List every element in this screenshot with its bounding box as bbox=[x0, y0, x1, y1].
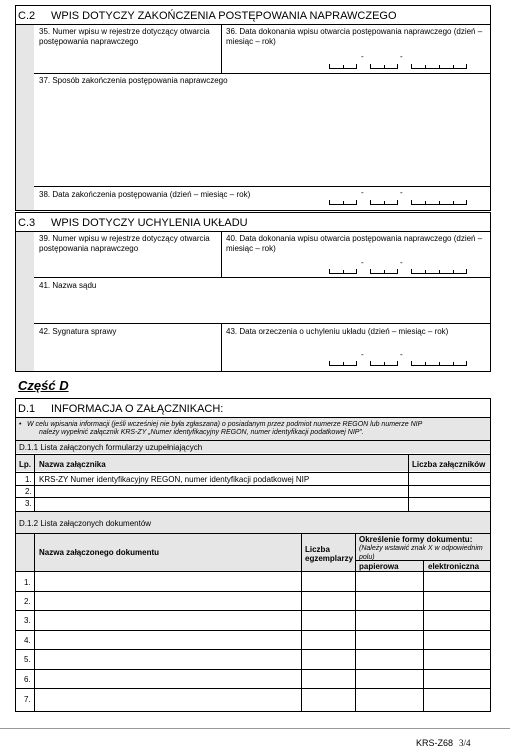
field-36-date[interactable]: - - bbox=[329, 52, 479, 72]
d12-electronic-checkbox[interactable] bbox=[424, 689, 490, 710]
d12-count-input[interactable] bbox=[302, 689, 354, 710]
d12-electronic-checkbox[interactable] bbox=[424, 670, 490, 688]
d11-name-input[interactable] bbox=[35, 486, 407, 497]
table-row: 1. KRS-ZY Numer identyfikacyjny REGON, numer identyfikacji podatkowej NIP bbox=[15, 473, 491, 486]
d12-count-input[interactable] bbox=[302, 650, 354, 669]
d12-count-input[interactable] bbox=[302, 631, 354, 649]
section-c2 bbox=[15, 5, 491, 211]
field-41-label: 41. Nazwa sądu bbox=[39, 281, 97, 290]
d12-count-input[interactable] bbox=[302, 572, 354, 591]
d12-col-count-1: Liczba bbox=[305, 545, 330, 554]
d12-name-input[interactable] bbox=[35, 611, 300, 630]
d11-title: D.1.1 Lista załączonych formularzy uzupełniających bbox=[19, 443, 203, 452]
d11-rows bbox=[15, 473, 491, 511]
d11-col-lp: Lp. bbox=[19, 460, 31, 469]
field-35-input[interactable] bbox=[35, 45, 219, 73]
field-42-input[interactable] bbox=[35, 340, 219, 370]
field-38-date[interactable]: - - bbox=[329, 188, 479, 208]
d12-electronic-checkbox[interactable] bbox=[424, 572, 490, 591]
d11-name-input[interactable] bbox=[35, 498, 407, 510]
field-42-label: 42. Sygnatura sprawy bbox=[39, 327, 117, 336]
d12-count-input[interactable] bbox=[302, 670, 354, 688]
table-row: 2. bbox=[15, 486, 491, 498]
d12-paper-checkbox[interactable] bbox=[356, 572, 422, 591]
d12-paper-checkbox[interactable] bbox=[356, 631, 422, 649]
footer-page: 3/4 bbox=[459, 738, 471, 748]
d12-count-input[interactable] bbox=[302, 611, 354, 630]
field-38-label: 38. Data zakończenia postępowania (dzień – miesiąc – rok) bbox=[39, 190, 251, 199]
info-bullet: • bbox=[19, 421, 22, 428]
d12-electronic-checkbox[interactable] bbox=[424, 650, 490, 669]
section-title: WPIS DOTYCZY ZAKOŃCZENIA POSTĘPOWANIA NAPRAWCZEGO bbox=[51, 10, 397, 22]
d12-paper-checkbox[interactable] bbox=[356, 670, 422, 688]
d12-col-electronic: elektroniczna bbox=[428, 562, 480, 571]
d12-name-input[interactable] bbox=[35, 572, 300, 591]
table-row: 4. bbox=[15, 631, 491, 650]
section-d1 bbox=[15, 398, 491, 712]
table-row: 3. bbox=[15, 611, 491, 631]
section-title: WPIS DOTYCZY UCHYLENIA UKŁADU bbox=[51, 217, 248, 229]
d11-col-name: Nazwa załącznika bbox=[39, 460, 106, 469]
table-row: 1. bbox=[15, 572, 491, 592]
field-39-input[interactable] bbox=[35, 252, 219, 277]
section-code: C.2 bbox=[18, 10, 36, 22]
footer-divider bbox=[0, 728, 510, 729]
d12-count-input[interactable] bbox=[302, 592, 354, 610]
d11-col-count: Liczba załączników bbox=[412, 460, 486, 469]
d12-name-input[interactable] bbox=[35, 631, 300, 649]
d12-electronic-checkbox[interactable] bbox=[424, 631, 490, 649]
d12-paper-checkbox[interactable] bbox=[356, 689, 422, 710]
field-40-date[interactable]: - - bbox=[329, 258, 479, 278]
field-40-label: 40. Data dokonania wpisu otwarcia postępowania naprawczego (dzień – miesiąc – rok) bbox=[226, 234, 483, 253]
d12-name-input[interactable] bbox=[35, 592, 300, 610]
footer-form-code: KRS-Z68 bbox=[416, 738, 454, 748]
d12-electronic-checkbox[interactable] bbox=[424, 611, 490, 630]
d12-paper-checkbox[interactable] bbox=[356, 592, 422, 610]
d12-electronic-checkbox[interactable] bbox=[424, 592, 490, 610]
d12-paper-checkbox[interactable] bbox=[356, 650, 422, 669]
info-note-line1: W celu wpisania informacji (jeśli wcześniej nie była zgłaszana) o posiadanym przez podmiot numerze REGON lub numerze NIP bbox=[27, 421, 423, 428]
d12-name-input[interactable] bbox=[35, 670, 300, 688]
d12-col-form: Określenie formy dokumentu: bbox=[359, 535, 473, 544]
section-c3 bbox=[15, 212, 491, 372]
field-41-input[interactable] bbox=[35, 292, 490, 322]
d12-name-input[interactable] bbox=[35, 650, 300, 669]
d12-paper-checkbox[interactable] bbox=[356, 611, 422, 630]
table-row: 7. bbox=[15, 689, 491, 711]
d11-count-input[interactable] bbox=[409, 473, 490, 485]
d12-col-form-note: (Należy wstawić znak X w odpowiednim polu) bbox=[359, 545, 483, 561]
d12-col-name: Nazwa załączonego dokumentu bbox=[39, 548, 160, 557]
d12-col-count-2: egzemplarzy bbox=[305, 554, 354, 563]
d12-col-paper: papierowa bbox=[359, 562, 399, 571]
section-code: D.1 bbox=[18, 403, 36, 415]
field-35-label: 35. Numer wpisu w rejestrze dotyczący otwarcia postępowania naprawczego bbox=[39, 27, 210, 46]
table-row: 3. bbox=[15, 498, 491, 511]
table-row: 2. bbox=[15, 592, 491, 611]
d11-count-input[interactable] bbox=[409, 498, 490, 510]
table-row: 5. bbox=[15, 650, 491, 670]
table-row: 6. bbox=[15, 670, 491, 689]
section-code: C.3 bbox=[18, 217, 36, 229]
part-d-heading: Część D bbox=[18, 378, 69, 393]
field-37-input[interactable] bbox=[35, 87, 490, 185]
d12-name-input[interactable] bbox=[35, 689, 300, 710]
field-43-date[interactable]: - - bbox=[329, 350, 479, 370]
d12-title: D.1.2 Lista załączonych dokumentów bbox=[19, 519, 152, 528]
field-36-label: 36. Data dokonania wpisu otwarcia postępowania naprawczego (dzień – miesiąc – rok) bbox=[226, 27, 483, 46]
d12-rows bbox=[15, 572, 491, 712]
field-39-label: 39. Numer wpisu w rejestrze dotyczący otwarcia postępowania naprawczego bbox=[39, 234, 210, 253]
info-note-line2: należy wypełnić załącznik KRS-ZY „Numer identyfikacyjny REGON, numer identyfikacji podatkowej NIP”. bbox=[39, 429, 364, 436]
section-title: INFORMACJA O ZAŁĄCZNIKACH: bbox=[51, 403, 224, 415]
d11-count-input[interactable] bbox=[409, 486, 490, 497]
field-37-label: 37. Sposób zakończenia postępowania naprawczego bbox=[39, 76, 228, 85]
field-43-label: 43. Data orzeczenia o uchyleniu układu (dzień – miesiąc – rok) bbox=[226, 327, 449, 336]
